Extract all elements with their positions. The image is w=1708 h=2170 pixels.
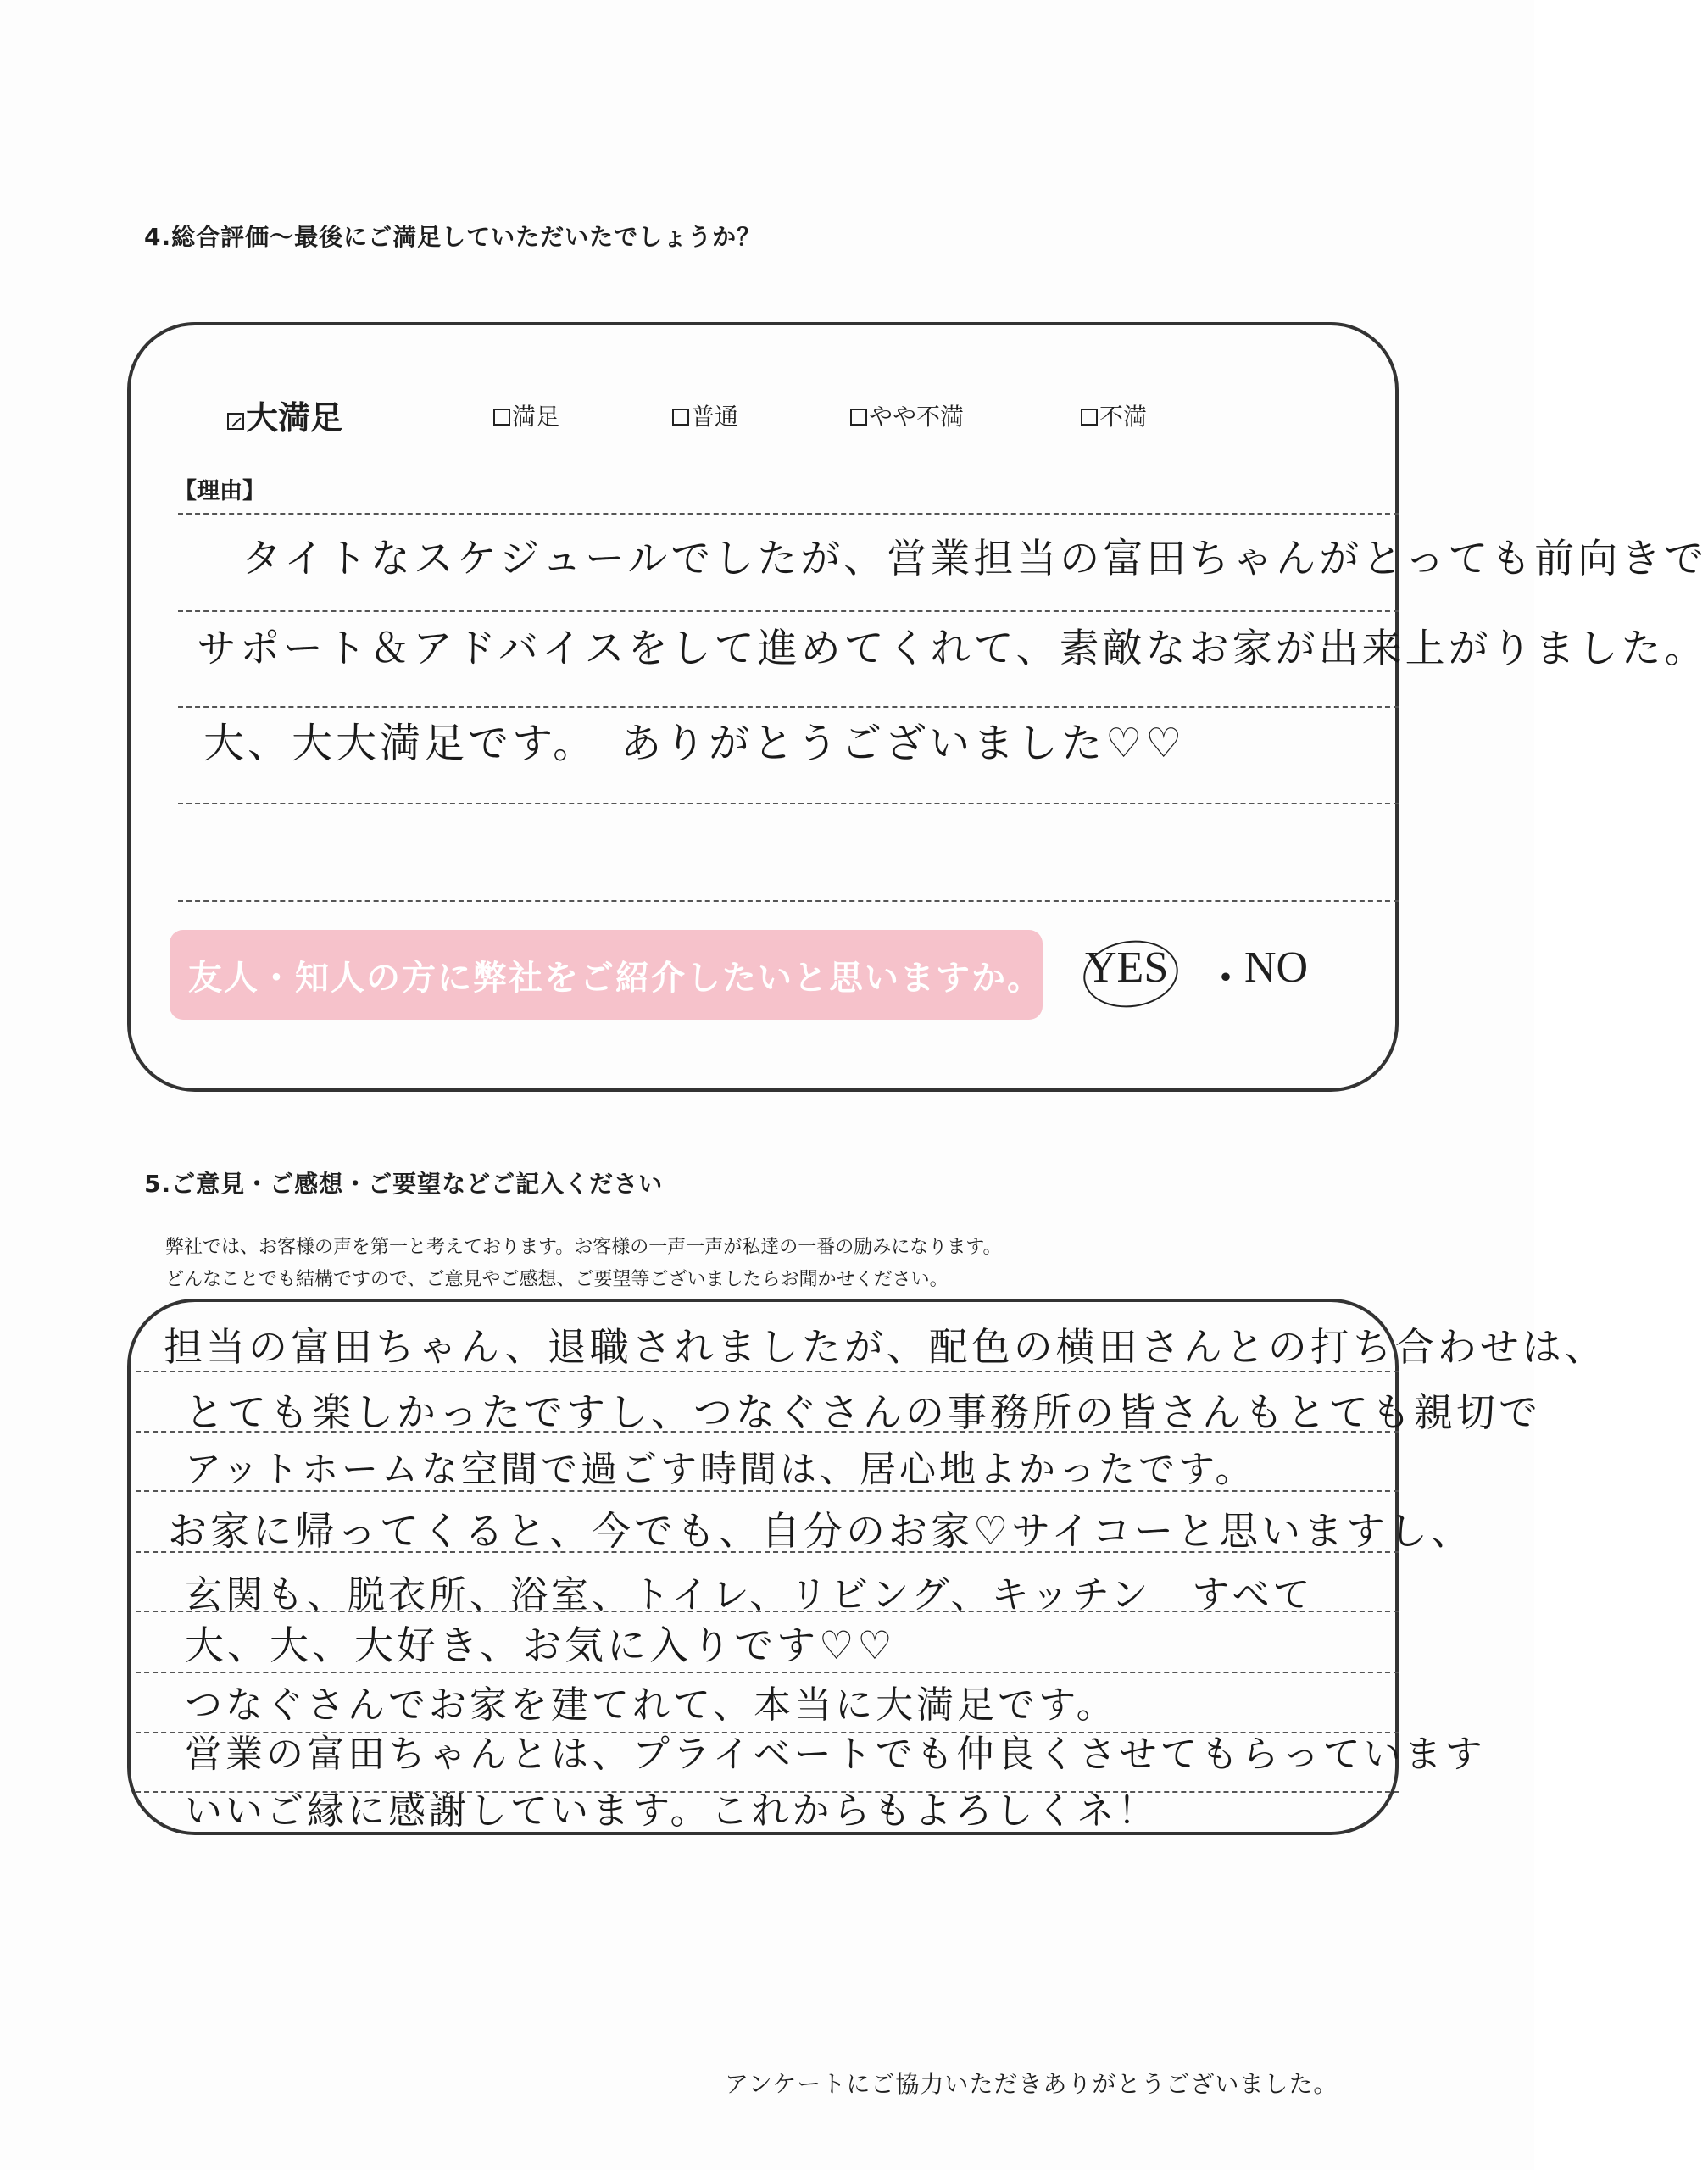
choice-normal[interactable] xyxy=(672,398,738,432)
choice-label: 不満 xyxy=(1099,403,1148,431)
comment-line: お家に帰ってくると、今でも、自分のお家♡サイコーと思いますし、 xyxy=(168,1508,1474,1554)
comment-line: 玄関も、脱衣所、浴室、トイレ、リビング、キッチン すべて xyxy=(185,1573,1314,1616)
thanks-message: アンケートにご協力いただきありがとうございました。 xyxy=(725,2070,1338,2098)
comment-line: 営業の富田ちゃんとは、プライベートでも仲良くさせてもらっています xyxy=(185,1733,1486,1776)
choice-label: 普通 xyxy=(691,403,739,431)
q5-note: どんなことでも結構ですので、ご意見やご感想、ご要望等ございましたらお聞かせください。 xyxy=(165,1269,949,1290)
choice-dissatisfied[interactable] xyxy=(1081,398,1147,432)
reason-line: サポート＆アドバイスをして進めてくれて、素敵なお家が出来上がりました。 xyxy=(197,626,1708,672)
ruled-line xyxy=(178,513,1399,515)
comment-line: つなぐさんでお家を建てれて、本当に大満足です。 xyxy=(185,1683,1117,1727)
reason-line: タイトなスケジュールでしたが、営業担当の富田ちゃんがとっても前向きで xyxy=(242,536,1708,582)
ruled-line xyxy=(178,706,1399,708)
q5-title: 5.ご意見・ご感想・ご要望などご記入ください xyxy=(144,1170,664,1198)
checkbox-checked-icon[interactable] xyxy=(227,413,244,430)
choice-satisfied[interactable] xyxy=(493,398,559,432)
checkbox-icon[interactable] xyxy=(850,409,867,426)
comment-line: 大、大、大好き、お気に入りです♡♡ xyxy=(185,1622,896,1668)
comment-line: 担当の富田ちゃん、退職されましたが、配色の横田さんとの打ち合わせは、 xyxy=(164,1324,1607,1370)
choice-very-satisfied[interactable] xyxy=(227,392,342,438)
comment-line: とても楽しかったですし、つなぐさんの事務所の皆さんもとても親切で xyxy=(185,1389,1541,1435)
reason-line: 大、大大満足です。 ありがとうございました♡♡ xyxy=(203,720,1186,767)
comment-line: アットホームな空間で過ごす時間は、居心地よかったです。 xyxy=(185,1449,1255,1491)
comment-line: いいご縁に感謝しています。これからもよろしくネ！ xyxy=(185,1789,1159,1833)
ruled-line xyxy=(136,1672,1399,1673)
choice-label: やや不満 xyxy=(869,403,965,431)
checkbox-icon[interactable] xyxy=(1081,409,1098,426)
checkbox-icon[interactable] xyxy=(493,409,510,426)
choice-label: 大満足 xyxy=(246,399,343,437)
checkbox-icon[interactable] xyxy=(672,409,689,426)
referral-question: 友人・知人の方に弊社をご紹介したいと思いますか。 xyxy=(188,958,1043,998)
q5-note: 弊社では、お客様の声を第一と考えております。お客様の一声一声が私達の一番の励みになります。 xyxy=(165,1237,1002,1258)
q4-title: 4.総合評価〜最後にご満足していただいたでしょうか？ xyxy=(144,223,762,251)
yes-option[interactable]: YES xyxy=(1085,943,1169,992)
choice-somewhat-dissatisfied[interactable] xyxy=(850,398,964,432)
ruled-line xyxy=(178,803,1399,804)
option-separator: ・ xyxy=(1204,955,1249,1004)
reason-label: 【理由】 xyxy=(174,478,265,504)
choice-label: 満足 xyxy=(512,403,560,431)
ruled-line xyxy=(178,900,1399,902)
ruled-line xyxy=(178,610,1399,612)
no-option[interactable]: NO xyxy=(1244,943,1309,992)
